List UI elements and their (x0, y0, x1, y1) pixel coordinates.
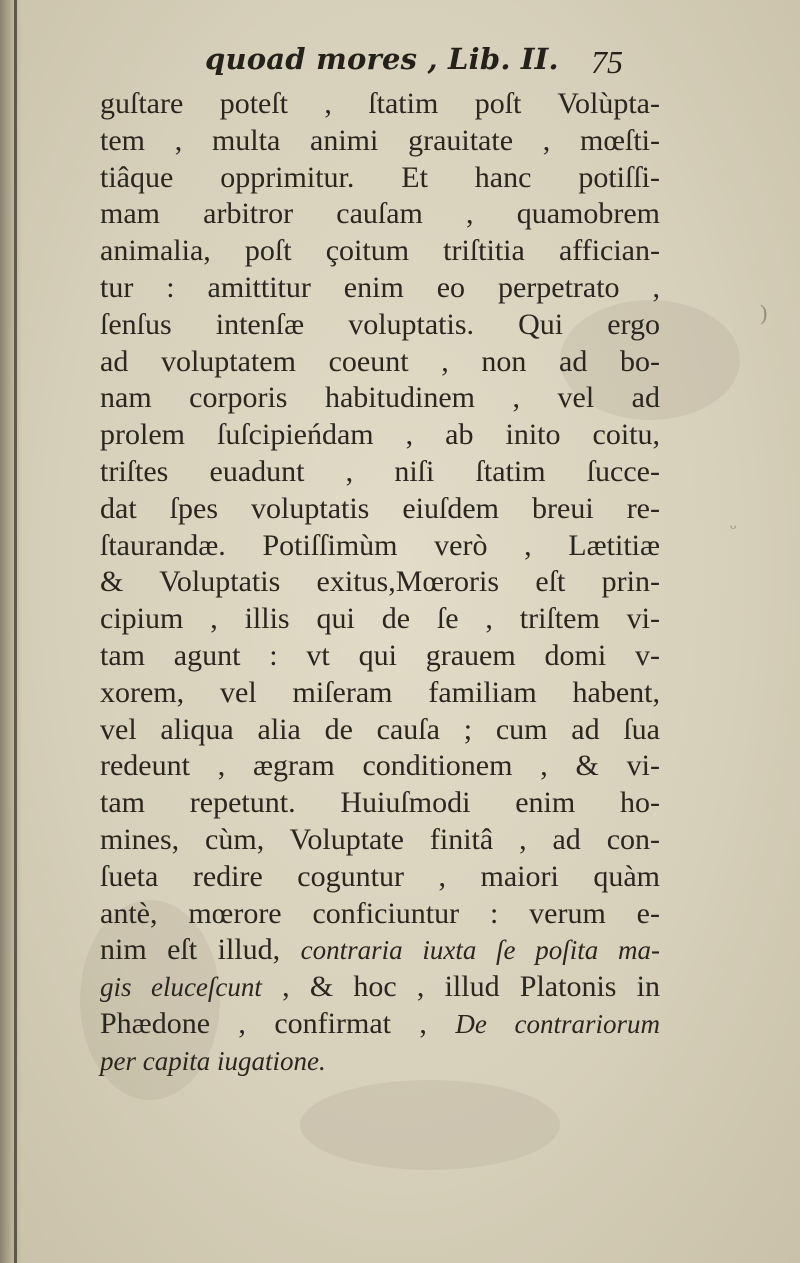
text-roman: triſtes euadunt , niſi ſtatim ſucce- (100, 454, 660, 488)
text-roman: cipium , illis qui de ſe , triſtem vi- (100, 602, 660, 636)
text-line (100, 712, 660, 749)
text-line (100, 785, 660, 822)
text-roman: tur : amittitur enim eo perpetrato , (100, 270, 660, 304)
text-roman: mam arbitror cauſam , quamobrem (100, 197, 660, 231)
text-line (100, 270, 660, 307)
text-italic: gis eluceſcunt (100, 972, 262, 1003)
text-roman: Phædone , confirmat , (100, 1006, 456, 1040)
text-roman: tem , multa animi grauitate , mœſti- (100, 123, 660, 157)
text-roman: nim eſt illud, (100, 933, 301, 967)
text-line (100, 86, 660, 123)
text-roman: tam repetunt. Huiuſmodi enim ho- (100, 786, 660, 820)
margin-mark: ) (760, 300, 768, 325)
text-line (100, 491, 660, 528)
text-roman: nam corporis habitudinem , vel ad (100, 381, 660, 415)
text-italic: De contrariorum (455, 1008, 660, 1039)
text-roman: mines, cùm, Voluptate finitâ , ad con- (100, 822, 660, 856)
text-roman: , & hoc , illud Platonis in (261, 970, 660, 1004)
running-head: quoad mores , Lib. II. (205, 42, 559, 76)
text-roman: guſtare poteſt , ſtatim poſt Volùpta- (100, 87, 660, 120)
text-roman: & Voluptatis exitus,Mœroris eſt prin- (100, 565, 660, 599)
text-roman: dat ſpes voluptatis eiuſdem breui re- (100, 491, 660, 525)
text-roman: ſtaurandæ. Potiſſimùm verò , Lætitiæ (100, 528, 660, 562)
text-line (100, 859, 660, 896)
text-line (100, 1006, 660, 1043)
margin-mark: ᵕ (730, 515, 737, 540)
text-line (100, 675, 660, 712)
page-number: 75 (591, 44, 623, 80)
text-roman: xorem, vel miſeram familiam habent, (100, 675, 660, 709)
text-roman: prolem ſuſcipieńdam , ab inito coitu, (100, 418, 660, 452)
text-line (100, 344, 660, 381)
text-italic: per capita iugatione. (100, 1045, 326, 1076)
text-line (100, 1043, 660, 1080)
text-roman: tiâque opprimitur. Et hanc potiſſi- (100, 160, 660, 194)
text-roman: antè, mœrore conficiuntur : verum e- (100, 896, 660, 930)
text-line (100, 307, 660, 344)
text-line (100, 564, 660, 601)
text-line (100, 160, 660, 197)
text-line (100, 822, 660, 859)
text-line (100, 528, 660, 565)
paper-stain (300, 1080, 560, 1170)
text-roman: ſueta redire coguntur , maiori quàm (100, 859, 660, 893)
text-line (100, 969, 660, 1006)
text-line (100, 380, 660, 417)
text-roman: tam agunt : vt qui grauem domi v- (100, 638, 660, 672)
text-roman: ſenſus intenſæ voluptatis. Qui ergo (100, 307, 660, 341)
body-text (100, 86, 660, 1080)
text-line (100, 196, 660, 233)
text-line (100, 638, 660, 675)
text-line (100, 123, 660, 160)
text-line (100, 454, 660, 491)
text-line (100, 932, 660, 969)
page-header (195, 40, 635, 88)
text-roman: ad voluptatem coeunt , non ad bo- (100, 344, 660, 378)
text-line (100, 417, 660, 454)
text-roman: vel aliqua alia de cauſa ; cum ad ſua (100, 712, 660, 746)
text-roman: animalia, poſt çoitum triſtitia affician- (100, 234, 660, 268)
page-gutter (0, 0, 22, 1263)
gutter-edge-line (14, 0, 17, 1263)
text-line (100, 601, 660, 638)
text-line (100, 748, 660, 785)
text-line (100, 896, 660, 933)
text-italic: contraria iuxta ſe poſita ma- (300, 935, 660, 966)
text-roman: redeunt , ægram conditionem , & vi- (100, 749, 660, 783)
text-line (100, 233, 660, 270)
